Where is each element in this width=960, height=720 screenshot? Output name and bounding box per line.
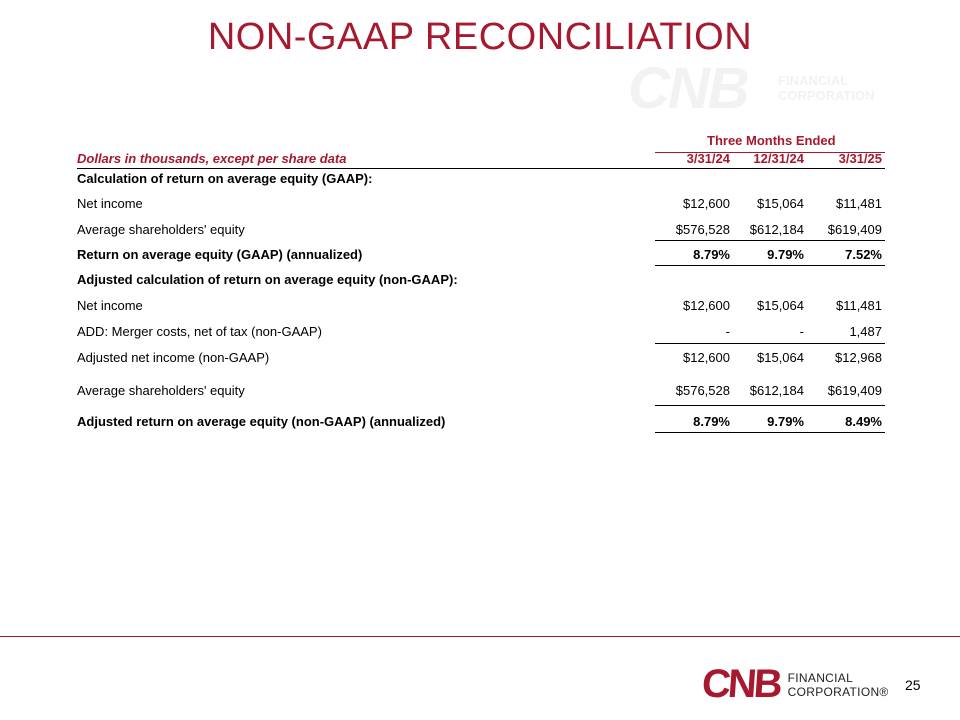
table-cell: $619,409 [827,383,882,398]
row-label: Adjusted net income (non-GAAP) [77,350,270,365]
table-cell: $12,968 [835,350,882,365]
table-cell: 9.79% [767,247,804,262]
table-cell: $15,064 [757,196,804,211]
total-rule [655,265,885,266]
logo-line2: CORPORATION® [787,684,889,699]
table-cell: $576,528 [675,383,730,398]
row-label: Net income [77,196,143,211]
table-cell: - [799,324,804,339]
table-cell: $576,528 [675,222,730,237]
watermark-logo [628,55,875,122]
row-label-total: Adjusted return on average equity (non-GAAP) (annualized) [77,414,446,429]
company-logo [702,662,889,707]
subtotal-rule [655,343,885,344]
watermark-line1: FINANCIAL [778,73,849,88]
section-heading-non-gaap: Adjusted calculation of return on average equity (non-GAAP): [77,272,458,287]
logo-line1: FINANCIAL [787,670,854,685]
row-label-total: Return on average equity (GAAP) (annualized) [77,247,363,262]
table-cell: $11,481 [835,298,882,313]
watermark-line2: CORPORATION [778,88,875,103]
group-header: Three Months Ended [707,133,836,148]
table-cell: 7.52% [845,247,882,262]
table-cell: $15,064 [757,298,804,313]
row-label: Net income [77,298,143,313]
table-cell: 1,487 [849,324,882,339]
logo-mark: CNB [700,662,782,706]
table-cell: 8.79% [693,247,730,262]
table-cell: $12,600 [683,350,730,365]
footer-divider [0,636,960,637]
header-rule [77,168,885,169]
table-cell: 8.49% [845,414,882,429]
units-label: Dollars in thousands, except per share data [77,151,347,166]
table-cell: $12,600 [683,196,730,211]
column-header-2: 12/31/24 [753,151,804,166]
table-cell: 9.79% [767,414,804,429]
section-heading-gaap: Calculation of return on average equity (GAAP): [77,171,373,186]
table-cell: $612,184 [749,222,804,237]
row-label: ADD: Merger costs, net of tax (non-GAAP) [77,324,322,339]
logo-text [788,671,889,699]
table-cell: $12,600 [683,298,730,313]
table-cell: $612,184 [749,383,804,398]
table-cell: - [725,324,730,339]
column-header-3: 3/31/25 [838,151,882,166]
page-number: 25 [905,677,921,693]
subtotal-rule [655,405,885,406]
column-header-1: 3/31/24 [686,151,730,166]
watermark-letters: CNB [628,56,748,121]
table-cell: 8.79% [693,414,730,429]
watermark-text [778,73,875,103]
row-label: Average shareholders' equity [77,383,245,398]
subtotal-rule [655,240,885,241]
page-title: NON-GAAP RECONCILIATION [207,16,753,58]
table-cell: $11,481 [835,196,882,211]
row-label: Average shareholders' equity [77,222,245,237]
table-cell: $15,064 [757,350,804,365]
table-cell: $619,409 [827,222,882,237]
total-rule [655,432,885,433]
